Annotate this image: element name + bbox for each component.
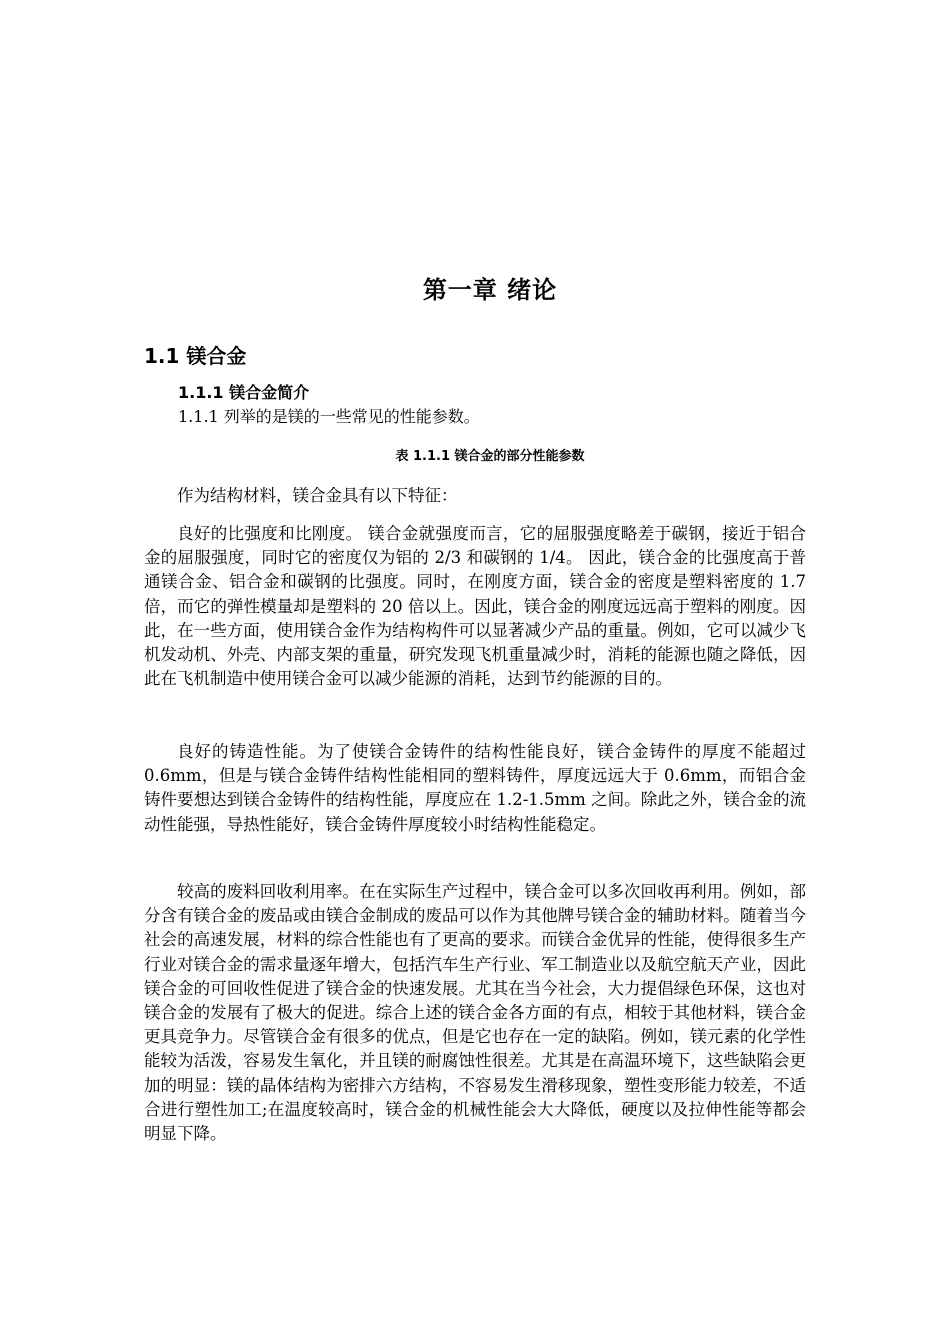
paragraph-specific-strength: 良好的比强度和比刚度。 镁合金就强度而言，它的屈服强度略差于碳钢，接近于铝合金的屈服强度，同时它的密度仅为铝的 2/3 和碳钢的 1/4。 因此，镁合金的比强度高于普通镁合金、铝合金和碳钢的比强度。同时，在刚度方面，镁合金的密度是塑料密度的 1.7 倍，而它的弹性模量却是塑料的 20 倍以上。因此，镁合金的刚度远远高于塑料的刚度。因此，在一些方面，使用镁合金作为结构构件可以显著减少产品的重量。例如，它可以减少飞机发动机、外壳、内部支架的重量，研究发现飞机重量减少时，消耗的能源也随之降低，因此在飞机制造中使用镁合金可以减少能源的消耗，达到节约能源的目的。 [144, 524, 806, 689]
subsection-title: 1.1.1 镁合金简介 [178, 383, 310, 402]
chapter-title: 第一章 绪论 [422, 276, 558, 304]
paragraph-casting-performance: 良好的铸造性能。为了使镁合金铸件的结构性能良好，镁合金铸件的厚度不能超过 0.6mm，但是与镁合金铸件结构性能相同的塑料铸件，厚度远远大于 0.6mm，而铝合金铸件要想达到镁合金铸件的结构性能，厚度应在 1.2-1.5mm 之间。除此之外，镁合金的流动性能强，导热性能好，镁合金铸件厚度较小时结构性能稳定。 [144, 742, 806, 834]
intro-line: 1.1.1 列举的是镁的一些常见的性能参数。 [178, 407, 480, 426]
table-caption: 表 1.1.1 镁合金的部分性能参数 [395, 449, 585, 464]
paragraph-recycling: 较高的废料回收利用率。在在实际生产过程中，镁合金可以多次回收再利用。例如，部分含有镁合金的废品或由镁合金制成的废品可以作为其他牌号镁合金的辅助材料。随着当今社会的高速发展，材料的综合性能也有了更高的要求。而镁合金优异的性能，使得很多生产行业对镁合金的需求量逐年增大，包括汽车生产行业、军工制造业以及航空航天产业，因此镁合金的可回收性促进了镁合金的快速发展。尤其在当今社会，大力提倡绿色环保，这也对镁合金的发展有了极大的促进。综合上述的镁合金各方面的有点，相较于其他材料，镁合金更具竞争力。尽管镁合金有很多的优点，但是它也存在一定的缺陷。例如，镁元素的化学性能较为活泼，容易发生氧化，并且镁的耐腐蚀性很差。尤其是在高温环境下，这些缺陷会更加的明显：镁的晶体结构为密排六方结构，不容易发生滑移现象，塑性变形能力较差，不适合进行塑性加工;在温度较高时，镁合金的机械性能会大大降低，硬度以及拉伸性能等都会明显下降。 [144, 882, 806, 1144]
section-title: 1.1 镁合金 [144, 344, 247, 368]
paragraph-features-intro: 作为结构材料，镁合金具有以下特征： [177, 486, 458, 505]
